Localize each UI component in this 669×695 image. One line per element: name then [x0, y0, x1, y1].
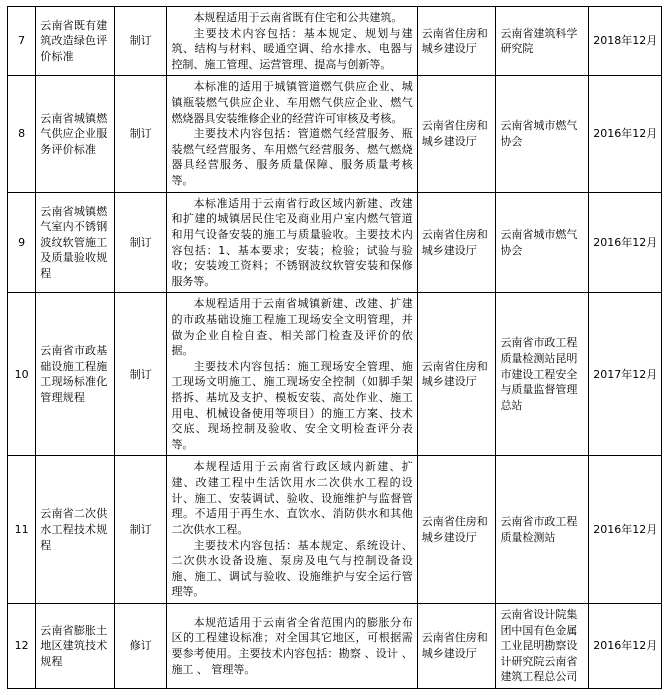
drafting-unit: 云南省市政工程质量检测站 [496, 456, 589, 603]
technical-content [167, 603, 417, 688]
completion-date: 2016年12月 [589, 192, 662, 293]
technical-content-line: 主要技术内容包括：施工现场安全管理、施工现场文明施工、施工现场安全控制（如脚手架搭拆、基坑及支护、模板安装、高处作业、施工用电、机械设备使用等项目）的施工方案、技术交底、现场控制及验收、安全文明检查评分表等。 [171, 359, 413, 451]
standard-name: 云南省膨胀土地区建筑技术规程 [36, 603, 115, 688]
standard-name: 云南省城镇燃气室内不锈钢波纹软管施工及质量验收规程 [36, 192, 115, 293]
standard-type: 制订 [114, 293, 166, 456]
technical-content [167, 7, 417, 76]
standard-type: 制订 [114, 456, 166, 603]
completion-date: 2016年12月 [589, 456, 662, 603]
row-number: 12 [8, 603, 36, 688]
drafting-unit: 云南省城市燃气协会 [496, 76, 589, 192]
technical-content-line: 本标准适用于云南省行政区域内新建、改建和扩建的城镇居民住宅及商业用户室内燃气管道和用气设备安装的施工与质量验收。主要技术内容包括：1、基本要求；安装；检验；试验与验收；安装竣工资料；不锈钢波纹软管安装和保修服务等。 [171, 196, 413, 288]
drafting-unit: 云南省城市燃气协会 [496, 192, 589, 293]
table-row [8, 192, 662, 293]
technical-content-line: 主要技术内容包括：基本规定、规划与建筑、结构与材料、暖通空调、给水排水、电器与控制、施工管理、运营管理、提高与创新等。 [171, 26, 413, 71]
technical-content [167, 293, 417, 456]
drafting-unit: 云南省设计院集团中国有色金属工业昆明勘察设计研究院云南省建筑工程总公司 [496, 603, 589, 688]
table-row [8, 603, 662, 688]
technical-content-line: 本标准的适用于城镇管道燃气供应企业、城镇瓶装燃气供应企业、车用燃气供应企业、燃气燃烧器具安装维修企业的经营许可审核及考核。 [171, 80, 413, 125]
completion-date: 2016年12月 [589, 603, 662, 688]
supervising-department: 云南省住房和城乡建设厅 [417, 76, 496, 192]
supervising-department: 云南省住房和城乡建设厅 [417, 603, 496, 688]
supervising-department: 云南省住房和城乡建设厅 [417, 456, 496, 603]
standard-type: 制订 [114, 7, 166, 76]
supervising-department: 云南省住房和城乡建设厅 [417, 293, 496, 456]
row-number: 10 [8, 293, 36, 456]
completion-date: 2017年12月 [589, 293, 662, 456]
standard-name: 云南省既有建筑改造绿色评价标准 [36, 7, 115, 76]
completion-date: 2016年12月 [589, 76, 662, 192]
technical-content [167, 192, 417, 293]
standard-name: 云南省二次供水工程技术规程 [36, 456, 115, 603]
supervising-department: 云南省住房和城乡建设厅 [417, 7, 496, 76]
table-row [8, 7, 662, 76]
drafting-unit: 云南省市政工程质量检测站昆明市建设工程安全与质量监督管理总站 [496, 293, 589, 456]
row-number: 8 [8, 76, 36, 192]
table-row [8, 76, 662, 192]
standard-name: 云南省市政基础设施工程施工现场标准化管理规程 [36, 293, 115, 456]
row-number: 7 [8, 7, 36, 76]
standard-type: 制订 [114, 76, 166, 192]
completion-date: 2018年12月 [589, 7, 662, 76]
row-number: 11 [8, 456, 36, 603]
technical-content-line: 本规程适用于云南省既有住宅和公共建筑。 [193, 11, 403, 24]
table-row [8, 456, 662, 603]
supervising-department: 云南省住房和城乡建设厅 [417, 192, 496, 293]
technical-content-line: 本规范适用于云南省全省范围内的膨胀分布区的工程建设标准；对全国其它地区，可根据需要参考使用。主要技术内容包括：勘察 、设计 、施工 、 管理等。 [171, 615, 413, 676]
technical-content [167, 456, 417, 603]
table-row [8, 293, 662, 456]
standards-table [7, 6, 662, 689]
standard-name: 云南省城镇燃气供应企业服务评价标准 [36, 76, 115, 192]
row-number: 9 [8, 192, 36, 293]
technical-content [167, 76, 417, 192]
technical-content-line: 主要技术内容包括：管道燃气经营服务、瓶装燃气经营服务、车用燃气经营服务、燃气燃烧器具经营服务、服务质量保障、服务质量考核等。 [171, 127, 413, 188]
technical-content-line: 本规程适用于云南省行政区域内新建、扩建、改建工程中生活饮用水二次供水工程的设计、施工、安装调试、验收、设施维护与监督管理。不适用于再生水、直饮水、消防供水和其他二次供水工程。 [171, 460, 413, 536]
standard-type: 修订 [114, 603, 166, 688]
technical-content-line: 本规程适用于云南省城镇新建、改建、扩建的市政基础设施工程施工现场安全文明管理，并做为企业自检自查、相关部门检查及评价的依据。 [171, 297, 413, 358]
standard-type: 制订 [114, 192, 166, 293]
drafting-unit: 云南省建筑科学研究院 [496, 7, 589, 76]
technical-content-line: 主要技术内容包括：基本规定、系统设计、二次供水设备设施、泵房及电气与控制设备设施、施工、调试与验收、设施维护与安全运行管理等。 [171, 538, 413, 599]
